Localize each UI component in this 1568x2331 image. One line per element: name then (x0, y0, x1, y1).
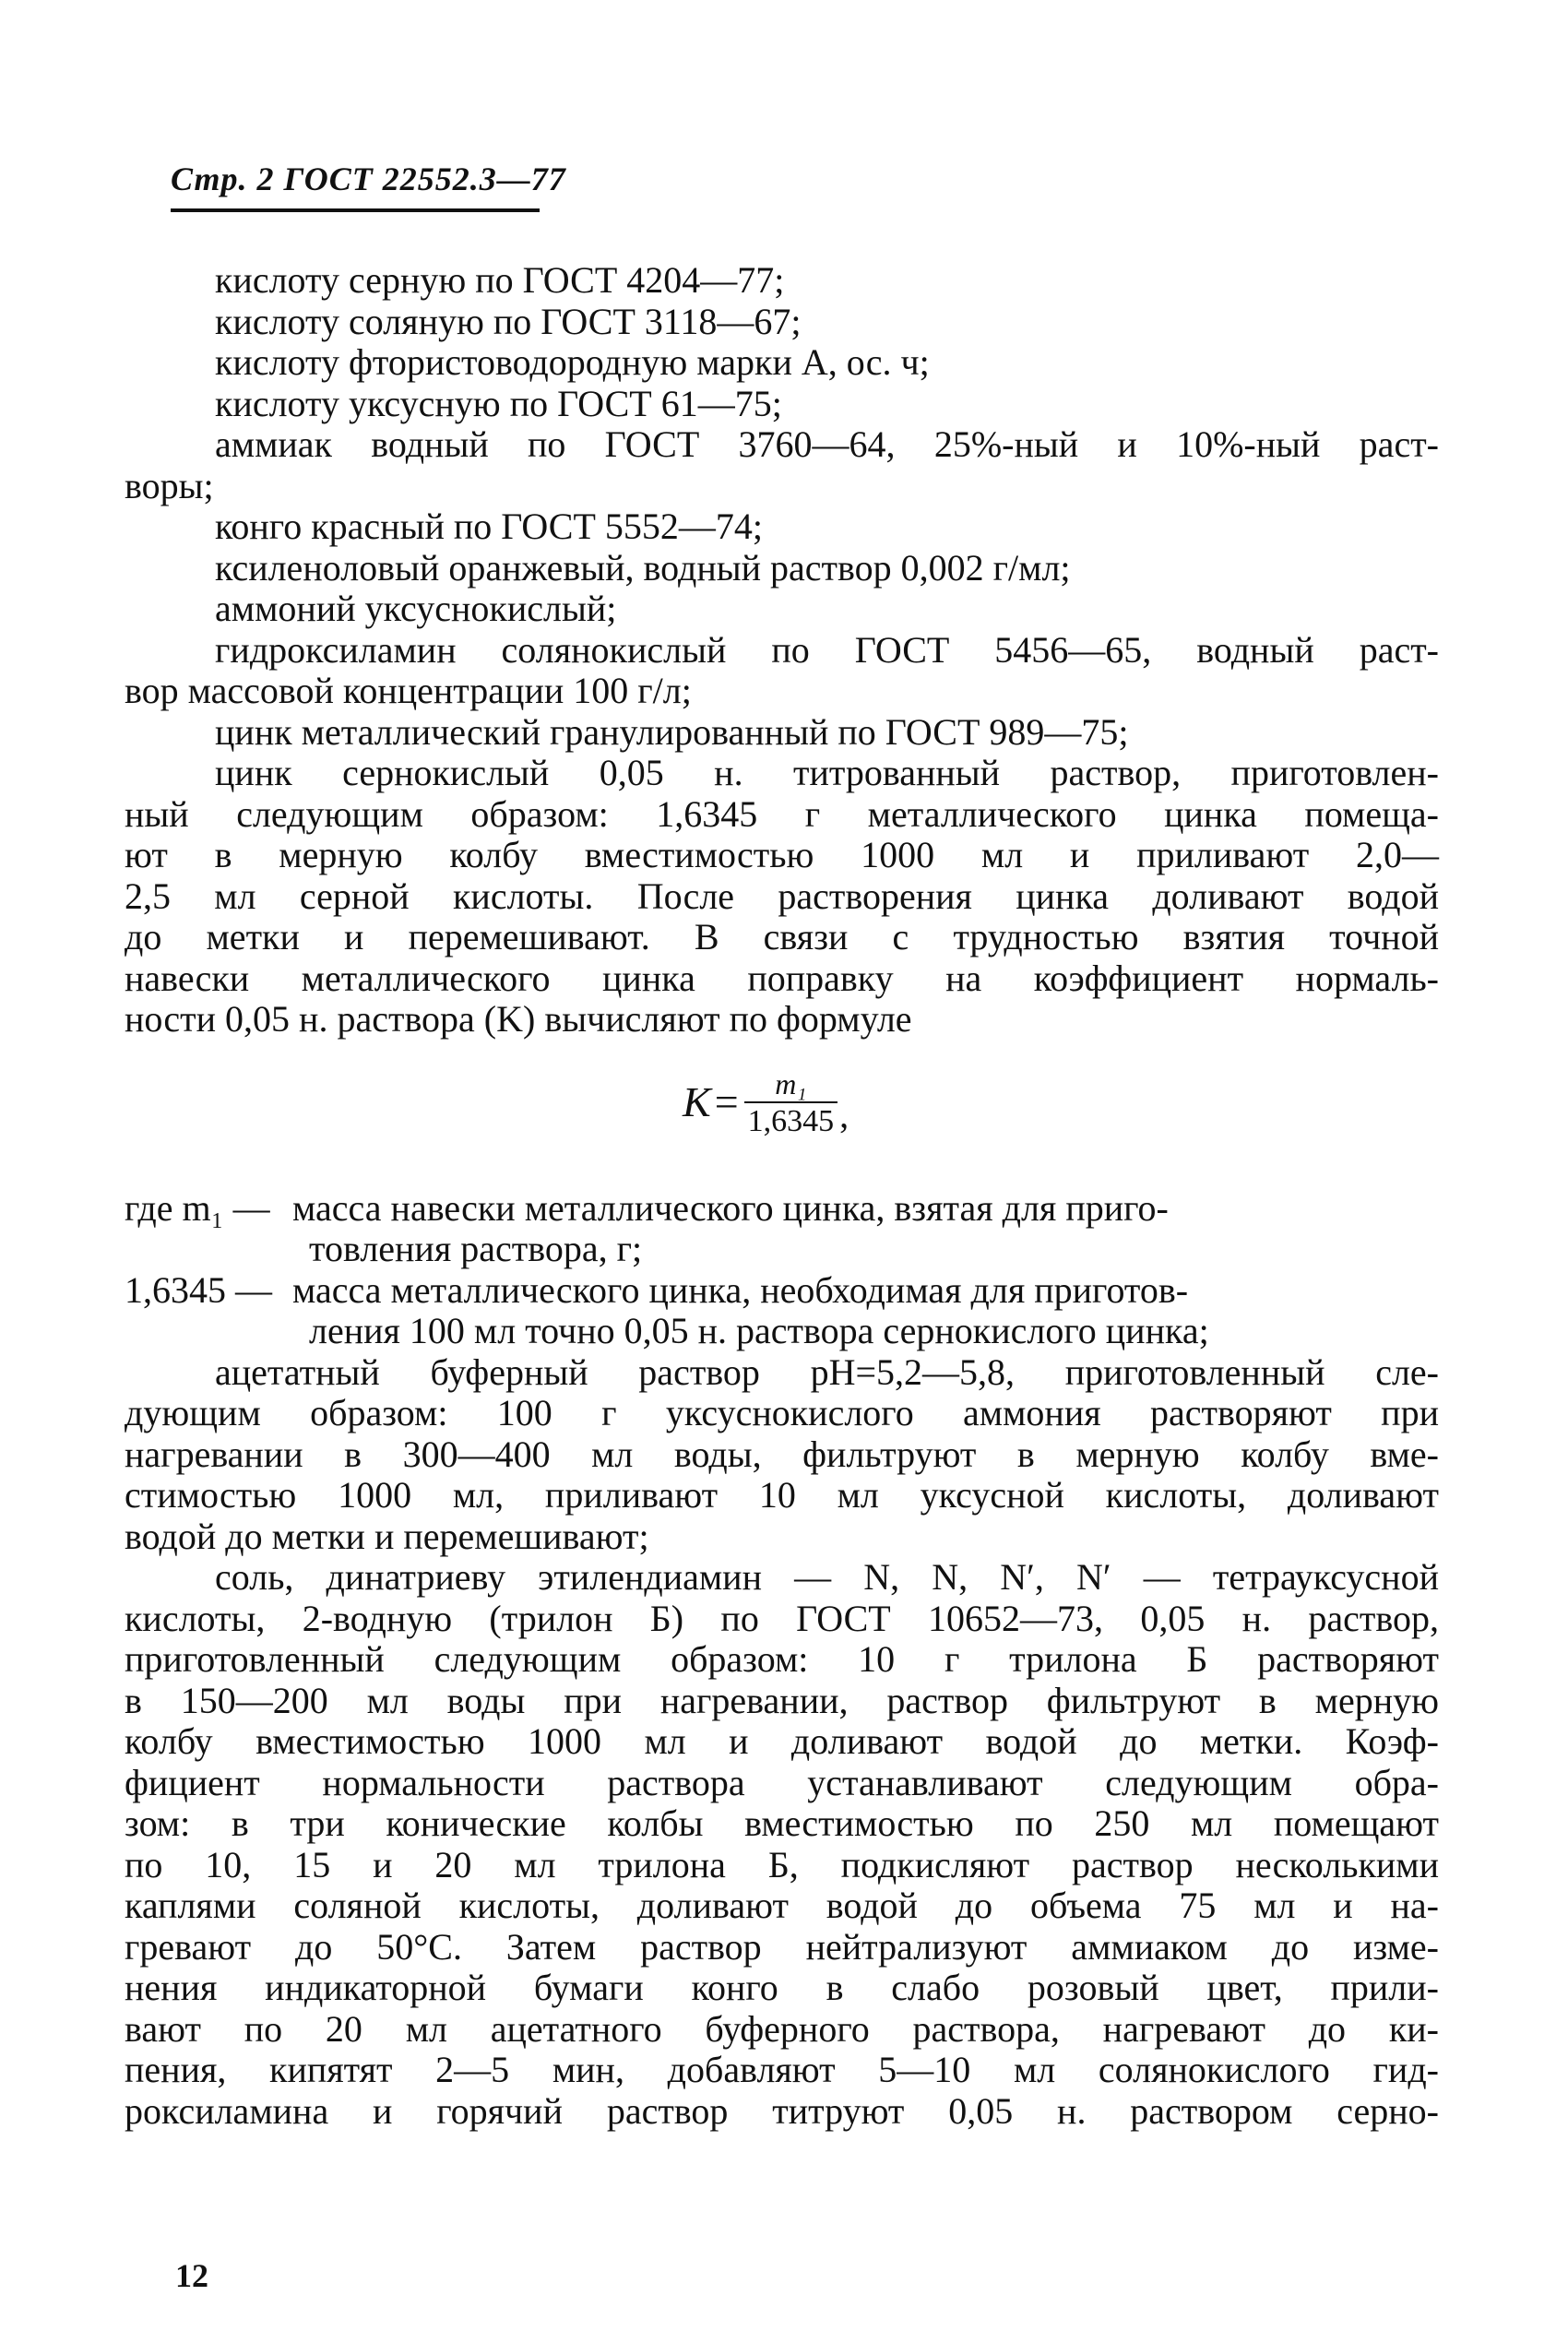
text-line: приготовленный следующим образом: 10 г трилона Б растворяют (125, 1638, 1439, 1680)
text-line: вор массовой концентрации 100 г/л; (125, 670, 692, 711)
text-line: 2,5 мл серной кислоты. После растворения цинка доливают водой (125, 874, 1439, 917)
text-line: колбу вместимостью 1000 мл и доливают водой до метки. Коэф- (125, 1720, 1439, 1762)
text-line: аммоний уксуснокислый; (215, 588, 617, 629)
text-line: соль, динатриеву этилендиамин — N, N, N′, N′ — тетрауксусной (215, 1556, 1439, 1598)
text-line: ксиленоловый оранжевый, водный раствор 0,002 г/мл; (215, 546, 1071, 589)
formula-denominator: 1,6345 (747, 1103, 835, 1138)
page-header (171, 159, 566, 212)
definition-continuation: товления раствора, г; (309, 1228, 643, 1269)
document-body (125, 260, 1439, 2132)
text-line: ности 0,05 н. раствора (K) вычисляют по формуле (125, 998, 912, 1040)
definition-text: масса металлического цинка, необходимая для приготов- (292, 1268, 1189, 1311)
formula-block (125, 1041, 1439, 1188)
text-line: навески металлического цинка поправку на коэффициент нормаль- (125, 957, 1439, 999)
text-line: кислоты, 2-водную (трилон Б) по ГОСТ 10652—73, 0,05 н. раствор, (125, 1597, 1439, 1639)
text-line: по 10, 15 и 20 мл трилона Б, подкисляют раствор несколькими (125, 1843, 1439, 1885)
text-line: стимостью 1000 мл, приливают 10 мл уксусной кислоты, доливают (125, 1474, 1439, 1516)
formula-lhs: K (683, 1078, 711, 1126)
definition-continuation: ления 100 мл точно 0,05 н. раствора сернокислого цинка; (309, 1310, 1209, 1351)
text-line: ацетатный буферный раствор pH=5,2—5,8, приготовленный сле- (215, 1350, 1439, 1393)
text-line: кислоту серную по ГОСТ 4204—77; (215, 259, 785, 301)
text-line: пения, кипятят 2—5 мин, добавляют 5—10 мл солянокислого гид- (125, 2049, 1439, 2090)
formula (683, 1066, 849, 1140)
formula-fraction (744, 1066, 838, 1140)
text-line: кислоту уксусную по ГОСТ 61—75; (215, 382, 782, 424)
text-line: фициент нормальности раствора устанавливают следующим обра- (125, 1761, 1439, 1803)
text-line: конго красный по ГОСТ 5552—74; (215, 505, 763, 547)
text-line: зом: в три конические колбы вместимостью по 250 мл помещают (125, 1802, 1439, 1844)
text-line: каплями соляной кислоты, доливают водой до объема 75 мл и на- (125, 1885, 1439, 1926)
text-line: дующим образом: 100 г уксуснокислого аммония растворяют при (125, 1392, 1439, 1433)
text-line: гидроксиламин солянокислый по ГОСТ 5456—65, водный раст- (215, 628, 1439, 671)
text-line: цинк сернокислый 0,05 н. титрованный раствор, приготовлен- (215, 752, 1439, 793)
header-rule (171, 208, 540, 212)
text-line: нения индикаторной бумаги конго в слабо розовый цвет, прили- (125, 1967, 1439, 2008)
text-line: кислоту соляную по ГОСТ 3118—67; (215, 300, 802, 342)
text-line: водой до метки и перемешивают; (125, 1515, 649, 1557)
text-line: ют в мерную колбу вместимостью 1000 мл и приливают 2,0— (125, 834, 1439, 875)
text-line: до метки и перемешивают. В связи с трудностью взятия точной (125, 916, 1439, 957)
text-line: в 150—200 мл воды при нагревании, раствор фильтруют в мерную (125, 1679, 1439, 1721)
definition-term: где m₁ — (125, 1186, 270, 1229)
formula-equals: = (714, 1078, 739, 1126)
header-title: Стр. 2 ГОСТ 22552.3—77 (171, 161, 566, 197)
definition-line (125, 1270, 1439, 1312)
text-line: нагревании в 300—400 мл воды, фильтруют в мерную колбу вме- (125, 1433, 1439, 1475)
formula-trailing-comma: , (839, 1094, 849, 1136)
text-line: цинк металлический гранулированный по ГОСТ 989—75; (215, 710, 1129, 753)
text-line: кислоту фтористоводородную марки А, ос. ч; (215, 341, 930, 383)
text-line: вают по 20 мл ацетатного буферного раствора, нагревают до ки- (125, 2007, 1439, 2050)
formula-numerator: m₁ (775, 1066, 807, 1100)
page-number: 12 (175, 2257, 208, 2294)
definition-line (125, 1188, 1439, 1230)
text-line: воры; (125, 464, 214, 506)
text-line: роксиламина и горячий раствор титруют 0,05 н. раствором серно- (125, 2089, 1439, 2132)
text-line: гревают до 50°С. Затем раствор нейтрализуют аммиаком до изме- (125, 1925, 1439, 1968)
text-line: аммиак водный по ГОСТ 3760—64, 25%-ный и 10%-ный раст- (215, 423, 1439, 465)
definition-term: 1,6345 — (125, 1268, 272, 1311)
formula-definitions (125, 1188, 1439, 1352)
definition-text: масса навески металлического цинка, взятая для приго- (292, 1186, 1169, 1229)
text-line: ный следующим образом: 1,6345 г металлического цинка помеща- (125, 792, 1439, 835)
